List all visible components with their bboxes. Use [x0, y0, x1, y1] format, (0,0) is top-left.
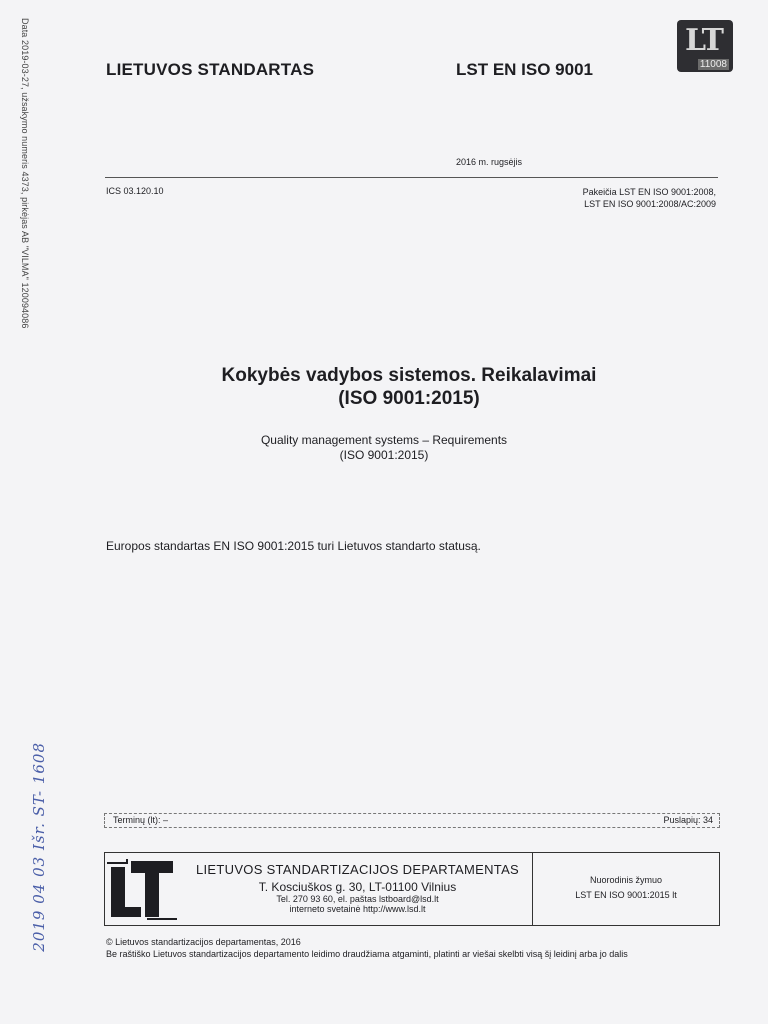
replaces-line-2: LST EN ISO 9001:2008/AC:2009: [584, 199, 716, 209]
replaces-note: [583, 186, 716, 210]
reference-label: Nuorodinis žymuo: [589, 875, 663, 885]
title-line-2: (ISO 9001:2015): [338, 388, 480, 409]
box-divider: [532, 853, 533, 925]
document-title: [0, 364, 768, 410]
reference-value: LST EN ISO 9001:2015 lt: [575, 890, 677, 900]
department-contacts: Tel. 270 93 60, el. paštas lstboard@lsd.lt: [276, 894, 439, 904]
standard-code-heading: LST EN ISO 9001: [456, 60, 593, 79]
rights-notice: Be raštiško Lietuvos standartizacijos departamento leidimo draudžiama atgaminti, platinti ar viešai skelbti visą šį leidinį arba jo dalis: [106, 949, 628, 959]
subtitle-line-2: (ISO 9001:2015): [339, 448, 429, 462]
badge-logo-text: LT: [685, 23, 722, 58]
terms-pages-box: [104, 813, 720, 828]
publication-date: 2016 m. rugsėjis: [456, 157, 523, 167]
english-title: [0, 433, 768, 463]
page-count: Puslapių: 34: [663, 815, 713, 825]
ics-code: ICS 03.120.10: [106, 186, 164, 196]
replaces-line-1: Pakeičia LST EN ISO 9001:2008,: [582, 187, 716, 197]
lt-logo-icon: [107, 857, 177, 921]
department-name: LIETUVOS STANDARTIZACIJOS DEPARTAMENTAS: [195, 862, 520, 877]
status-statement: Europos standartas EN ISO 9001:2015 turi Lietuvos standarto statusą.: [106, 539, 481, 553]
terms-label: Terminų (lt): –: [113, 815, 169, 825]
purchase-side-note: Data 2019-03-27, užsakymo numeris 4373, pirkėjas AB "VILMA" 120094086: [20, 18, 30, 329]
department-info-box: [104, 852, 720, 926]
subtitle-line-1: Quality management systems – Requirements: [260, 433, 508, 447]
title-line-1: Kokybės vadybos sistemos. Reikalavimai: [221, 365, 597, 386]
handwritten-annotation: 2019 04 03 Išr. ST- 1608: [30, 742, 48, 952]
lt-stamp-badge: [677, 20, 733, 72]
department-website: interneto svetainė http://www.lsd.lt: [289, 904, 426, 914]
header-divider: [105, 177, 718, 178]
copyright-notice: © Lietuvos standartizacijos departamentas, 2016: [106, 937, 301, 947]
department-address: T. Kosciuškos g. 30, LT-01100 Vilnius: [258, 880, 457, 894]
document-type-heading: LIETUVOS STANDARTAS: [106, 60, 315, 79]
badge-number: 11008: [699, 59, 727, 70]
